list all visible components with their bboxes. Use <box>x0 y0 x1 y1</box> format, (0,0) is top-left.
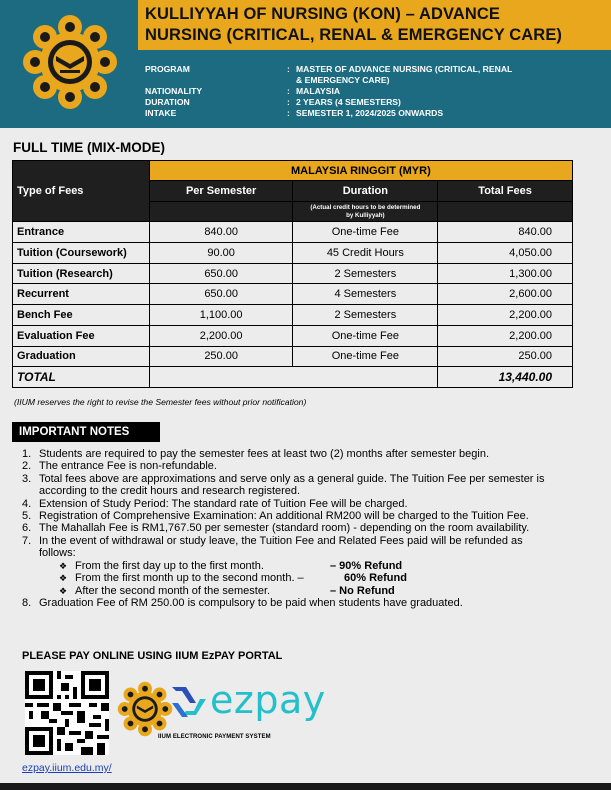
header-banner <box>0 0 611 128</box>
currency-header: MALAYSIA RINGGIT (MYR) <box>149 161 572 181</box>
ezpay-link[interactable]: ezpay.iium.edu.my/ <box>22 762 112 774</box>
info-value: : SEMESTER 1, 2024/2025 ONWARDS <box>296 108 444 118</box>
total-label: TOTAL <box>13 367 150 388</box>
table-row: Evaluation Fee 2,200.00 One-time Fee 2,200.00 <box>13 325 573 346</box>
info-intake <box>145 108 605 119</box>
table-row: Tuition (Coursework) 90.00 45 Credit Hours 4,050.00 <box>13 243 573 264</box>
table-row: Entrance 840.00 One-time Fee 840.00 <box>13 222 573 243</box>
duration-note: (Actual credit hours to be determined by Kulliyyah) <box>293 201 438 222</box>
info-label: PROGRAM <box>145 64 190 74</box>
list-item: 7. In the event of withdrawal or study leave, the Tuition Fee and Related Fees paid will be refunded as follows: ❖ From the first day up to the first month. – 90% Refund ❖ From the first month up to the second month. – 60% Refund ❖ After the second month of the semester. – No Refund <box>22 535 592 598</box>
title-line-2: NURSING (CRITICAL, RENAL & EMERGENCY CARE) <box>145 26 563 44</box>
title-line-1: KULLIYYAH OF NURSING (KON) – ADVANCE <box>145 5 501 23</box>
disclaimer: (IIUM reserves the right to revise the Semester fees without prior notification) <box>14 397 307 407</box>
refund-item: ❖ After the second month of the semester. – No Refund <box>59 584 395 597</box>
list-item: 8. Graduation Fee of RM 250.00 is compulsory to be paid when students have graduated. <box>22 597 463 610</box>
program-info <box>145 64 605 119</box>
refund-item: ❖ From the first day up to the first month. – 90% Refund <box>59 559 403 572</box>
info-nationality <box>145 86 605 97</box>
type-of-fees-header: Type of Fees <box>13 161 150 222</box>
fees-table <box>12 160 573 388</box>
info-label: DURATION <box>145 97 190 107</box>
list-item: 1. Students are required to pay the semester fees at least two (2) months after semester begin. <box>22 448 490 460</box>
list-item: 6. The Mahallah Fee is RM1,767.50 per semester (standard room) - depending on the room availability. <box>22 522 530 535</box>
info-value: : MASTER OF ADVANCE NURSING (CRITICAL, RENAL <box>296 64 513 74</box>
table-row: Tuition (Research) 650.00 2 Semesters 1,300.00 <box>13 263 573 284</box>
list-item: 5. Registration of Comprehensive Examination: An additional RM200 will be charged to the Tuition Fee. <box>22 510 529 523</box>
table-row: Graduation 250.00 One-time Fee 250.00 <box>13 346 573 367</box>
list-item: 3. Total fees above are approximations and serve only as a general guide. The Tuition Fee per semester is according to the credit hours and research registered. <box>22 472 545 498</box>
info-duration <box>145 97 605 108</box>
refund-item: ❖ From the first month up to the second month. – 60% Refund <box>59 572 407 585</box>
iium-logo <box>20 12 120 112</box>
per-semester-header: Per Semester <box>149 181 293 202</box>
iium-logo-small <box>116 680 174 738</box>
duration-header: Duration <box>293 181 438 202</box>
list-item: 4. Extension of Study Period: The standard rate of Tuition Fee will be charged. <box>22 497 408 510</box>
notes-title: IMPORTANT NOTES <box>12 422 160 442</box>
diamond-bullet-icon: ❖ <box>59 573 68 584</box>
info-value: : 2 YEARS (4 SEMESTERS) <box>296 97 401 107</box>
table-row: Bench Fee 1,100.00 2 Semesters 2,200.00 <box>13 305 573 326</box>
total-value: 13,440.00 <box>438 367 573 388</box>
diamond-bullet-icon: ❖ <box>59 560 68 571</box>
qr-code[interactable] <box>25 671 109 755</box>
notes-list <box>22 448 592 610</box>
section-title: FULL TIME (MIX-MODE) <box>13 140 165 155</box>
total-row <box>13 367 573 388</box>
ezpay-subtitle: IIUM ELECTRONIC PAYMENT SYSTEM <box>158 734 271 740</box>
total-fees-header: Total Fees <box>438 181 573 202</box>
footer-bar <box>0 783 611 790</box>
diamond-bullet-icon: ❖ <box>59 585 68 596</box>
ezpay-brand: ezpay <box>210 678 326 722</box>
table-row: Recurrent 650.00 4 Semesters 2,600.00 <box>13 284 573 305</box>
payment-title: PLEASE PAY ONLINE USING IIUM EzPAY PORTAL <box>22 650 283 662</box>
list-item: 2. The entrance Fee is non-refundable. <box>22 460 217 473</box>
ezpay-mark-icon <box>168 681 210 721</box>
info-value-cont: & EMERGENCY CARE) <box>296 75 390 85</box>
info-program <box>145 64 605 86</box>
info-label: INTAKE <box>145 108 177 118</box>
info-label: NATIONALITY <box>145 86 203 96</box>
info-value: : MALAYSIA <box>296 86 341 96</box>
title-band <box>138 0 611 50</box>
